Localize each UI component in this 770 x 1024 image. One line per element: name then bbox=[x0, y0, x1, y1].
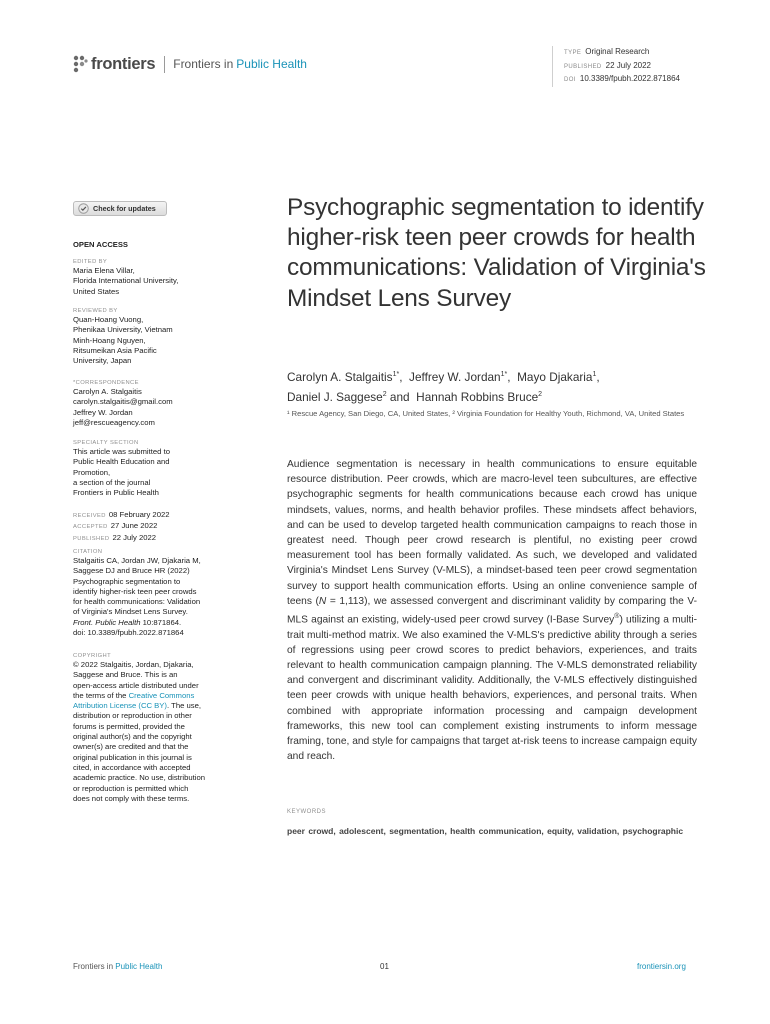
copyright-section: COPYRIGHT © 2022 Stalgaitis, Jordan, Djakaria, Saggese and Bruce. This is an open-access article distributed under the terms of the Creative Commons Attribution License (CC BY). The use, distribution or reproduction in other forums is permitted, provided the original author(s) and the copyright owner(s) are credited and that the original publication in this journal is cited, in accordance with accepted academic practice. No use, distribution or reproduction is permitted which does not comply with these terms. bbox=[73, 653, 206, 803]
received-date: RECEIVED 08 February 2022 bbox=[73, 510, 170, 519]
open-access-label: OPEN ACCESS bbox=[73, 240, 128, 249]
footer-site-link[interactable]: frontiersin.org bbox=[637, 962, 686, 971]
affiliations: ¹ Rescue Agency, San Diego, CA, United States, ² Virginia Foundation for Healthy Youth, Richmond, VA, United States bbox=[287, 409, 685, 418]
email-link[interactable]: carolyn.stalgaitis@gmail.com bbox=[73, 397, 173, 407]
check-for-updates-label: Check for updates bbox=[93, 204, 156, 213]
author: Hannah Robbins Bruce bbox=[416, 389, 539, 404]
page-number: 01 bbox=[380, 962, 389, 971]
article-meta bbox=[552, 46, 680, 87]
check-for-updates-button[interactable] bbox=[73, 201, 167, 216]
author: Carolyn A. Stalgaitis bbox=[287, 369, 393, 384]
keywords-heading: KEYWORDS bbox=[287, 809, 327, 815]
citation-section: CITATION Stalgaitis CA, Jordan JW, Djakaria M, Saggese DJ and Bruce HR (2022) Psychographic segmentation to identify higher-risk teen peer crowds for health communications: Validation of Virginia's Mindset Lens Survey. Front. Public Health 10:871864. doi: 10.3389/fpubh.2022.871864 bbox=[73, 548, 236, 638]
accepted-date: ACCEPTED 27 June 2022 bbox=[73, 521, 158, 531]
license-link[interactable]: Creative Commons bbox=[128, 690, 195, 700]
journal-prefix: Frontiers in bbox=[173, 57, 234, 71]
footer-journal: Frontiers in Public Health bbox=[73, 962, 163, 971]
author: Daniel J. Saggese bbox=[287, 389, 383, 404]
author: Mayo Djakaria bbox=[517, 369, 593, 384]
dates-section bbox=[73, 510, 236, 544]
email-link[interactable]: jeff@rescueagency.com bbox=[73, 417, 155, 427]
journal-header bbox=[72, 53, 307, 75]
abstract: Audience segmentation is necessary in health communications to ensure equitable resource distribution. Peer crowds, which are macro-level teen subcultures, are effective psychographic segments for health communications because each crowd has unique mindsets, values, norms, and health behavior profiles. These mindsets affect behaviors, and can be used to develop targeted health communication campaigns to reach those in greatest need. Though peer crowd research is plentiful, no existing peer crowd measurement tool has been formally validated. As such, we developed and validated Virginia's Mindset Lens Survey (V-MLS), a mindset-based teen peer crowd segmentation survey to support health communication efforts. Using an online convenience sample of teens (N = 1,113), we assessed convergent and discriminant validity by comparing the V-MLS against an existing, widely-used peer crowd survey (I-Base Survey®) utilizing a multi-trait multi-method matrix. We also examined the V-MLS's predictive ability through a series of regressions using peer crowd scores to predict behaviors, experiences, and traits relevant to health communication campaign planning. The V-MLS demonstrated reliability and convergent and discriminant validity. Additionally, the V-MLS effectively distinguished teen peer crowds with unique health behaviors, experiences, and personal traits. When combined with appropriate information processing and campaign development frameworks, this new tool can complement existing instruments to inform message framing, tone, and style for campaigns that target at-risk teens to increase campaign equity and reach. bbox=[287, 459, 697, 763]
meta-type: TYPE Original Research bbox=[564, 47, 650, 56]
check-updates-icon bbox=[78, 203, 89, 214]
citation-doi[interactable]: doi: 10.3389/fpubh.2022.871864 bbox=[73, 628, 184, 638]
frontiers-logo-icon bbox=[72, 55, 88, 73]
published-date: PUBLISHED 22 July 2022 bbox=[73, 532, 157, 542]
header-divider bbox=[164, 56, 165, 73]
author-list: Carolyn A. Stalgaitis$^{1*}$, Jeffrey W. Jordan$^{1*}$, Mayo Djakaria$^1$, Daniel J. Saggese$^2$ and Hannah Robbins Bruce$^2$ bbox=[287, 369, 600, 404]
journal-name: Public Health bbox=[236, 57, 307, 71]
correspondence-section: *CORRESPONDENCE Carolyn A. Stalgaitis carolyn.stalgaitis@gmail.com Jeffrey W. Jordan jeff@rescueagency.com bbox=[73, 379, 236, 428]
reviewed-by-section: REVIEWED BY Quan-Hoang Vuong, Phenikaa University, Vietnam Minh-Hoang Nguyen, Ritsumeikan Asia Pacific University, Japan bbox=[73, 308, 173, 366]
article-title: Psychographic segmentation to identify higher-risk teen peer crowds for health communications: Validation of Virginia's Mindset Lens Survey bbox=[287, 194, 706, 312]
keywords: peer crowd, adolescent, segmentation, health communication, equity, validation, psychographic bbox=[287, 826, 684, 836]
meta-doi[interactable]: DOI 10.3389/fpubh.2022.871864 bbox=[564, 74, 680, 83]
brand-name: frontiers bbox=[91, 54, 156, 73]
edited-by-section: EDITED BY Maria Elena Villar, Florida International University, United States bbox=[73, 259, 179, 296]
author: Jeffrey W. Jordan bbox=[409, 369, 501, 384]
specialty-section: SPECIALTY SECTION This article was submitted to Public Health Education and Promotion, a section of the journal Frontiers in Public Health bbox=[73, 440, 170, 498]
license-link[interactable]: Attribution License (CC BY) bbox=[73, 701, 167, 711]
meta-published: PUBLISHED 22 July 2022 bbox=[564, 60, 651, 70]
